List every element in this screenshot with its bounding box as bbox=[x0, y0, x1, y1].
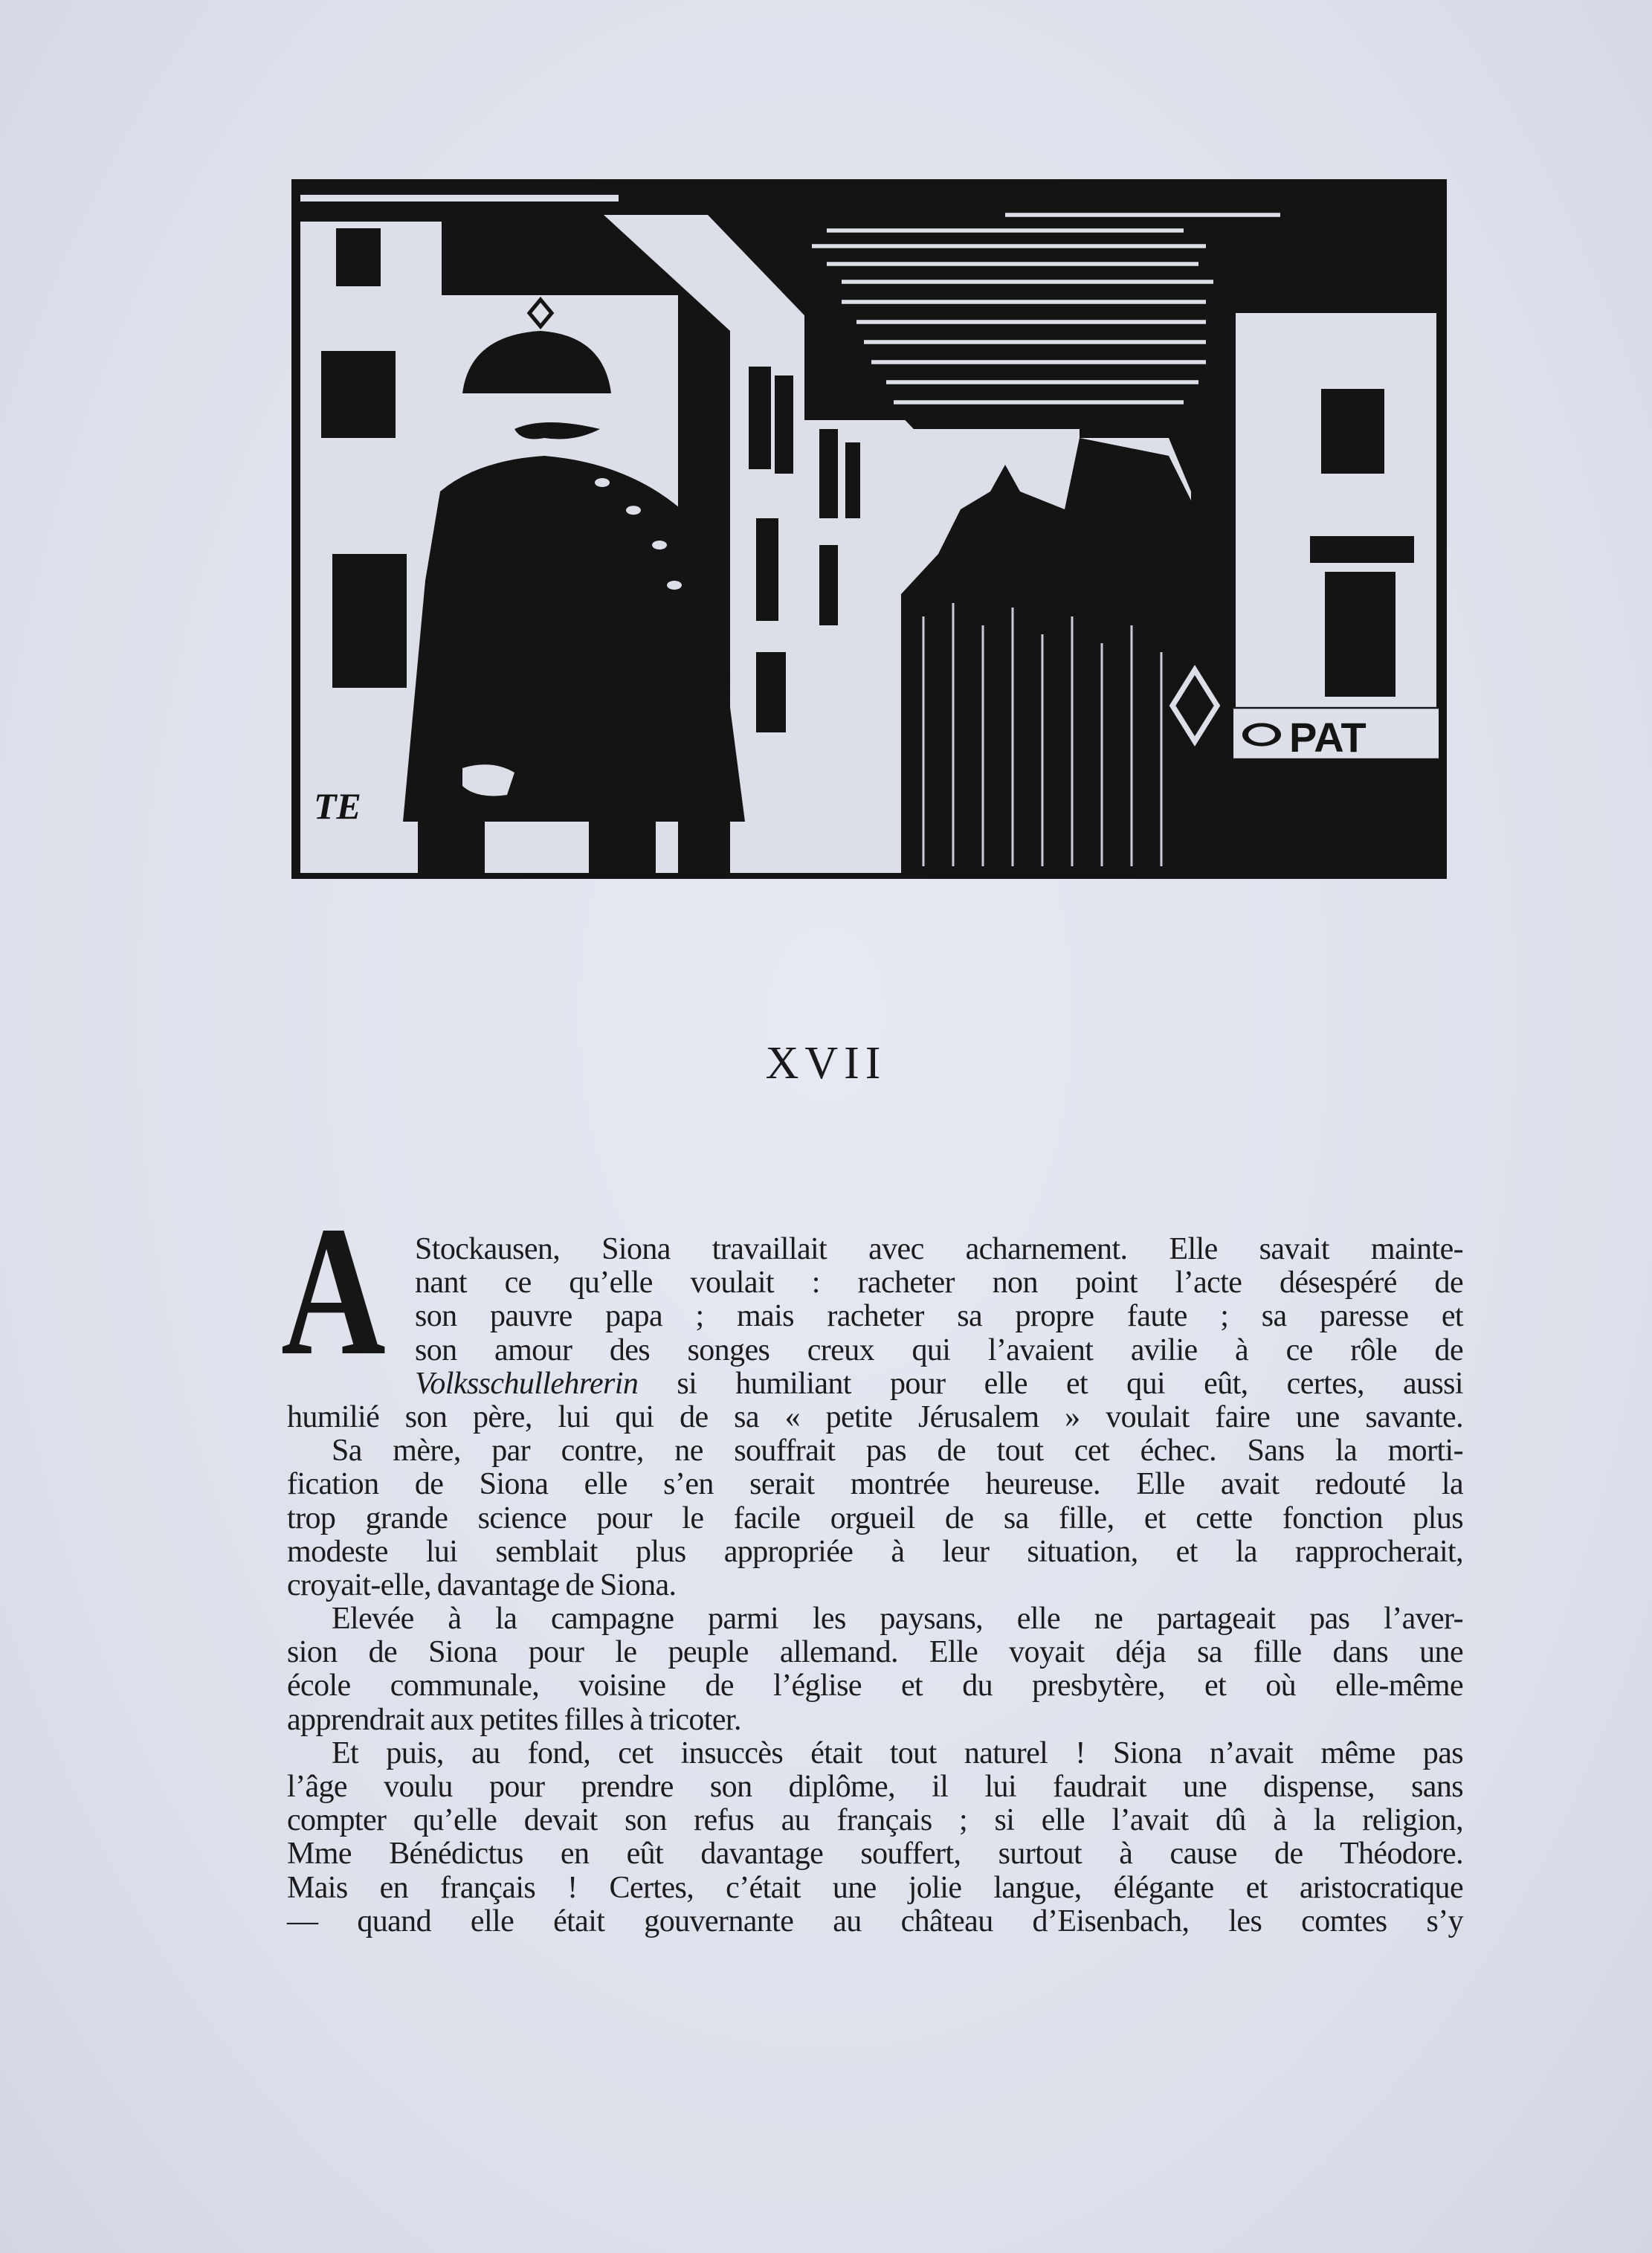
text-line: Mme Bénédictus en eût davantage souffert, surtout à cause de Théodore. bbox=[287, 1837, 1463, 1872]
text-line: fication de Siona elle s’en serait montrée heureuse. Elle avait redouté la bbox=[287, 1467, 1463, 1502]
drop-cap: A bbox=[281, 1188, 386, 1394]
text-line: compter qu’elle devait son refus au français ; si elle l’avait dû à la religion, bbox=[287, 1803, 1463, 1838]
text-line: école communale, voisine de l’église et du presbytère, et où elle-même bbox=[287, 1669, 1463, 1704]
text-line: son amour des songes creux qui l’avaient avilie à ce rôle de bbox=[415, 1332, 1463, 1367]
text-line: trop grande science pour le facile orgueil de sa fille, et cette fonction plus bbox=[287, 1501, 1463, 1535]
text-line-rest: si humiliant pour elle et qui eût, certes, aussi bbox=[638, 1366, 1463, 1401]
text-line: son pauvre papa ; mais racheter sa propre faute ; sa paresse et bbox=[415, 1299, 1463, 1334]
text-line: apprendrait aux petites filles à tricoter. bbox=[287, 1702, 741, 1737]
chapter-number: XVII bbox=[765, 1038, 887, 1089]
text-line: nant ce qu’elle voulait : racheter non point l’acte désespéré de bbox=[415, 1266, 1463, 1300]
text-line: Mais en français ! Certes, c’était une jolie langue, élégante et aristocratique bbox=[287, 1870, 1463, 1905]
text-line: Elevée à la campagne parmi les paysans, elle ne partageait pas l’aver- bbox=[332, 1602, 1463, 1637]
text-line bbox=[415, 1367, 1463, 1401]
text-line: Stockausen, Siona travaillait avec acharnement. Elle savait mainte- bbox=[415, 1232, 1463, 1266]
text-line: — quand elle était gouvernante au château d’Eisenbach, les comtes s’y bbox=[287, 1904, 1463, 1938]
text-line: Et puis, au fond, cet insuccès était tout naturel ! Siona n’avait même pas bbox=[332, 1735, 1463, 1770]
text-line: croyait-elle, davantage de Siona. bbox=[287, 1567, 677, 1602]
text-line: humilié son père, lui qui de sa « petite Jérusalem » voulait faire une savante. bbox=[287, 1399, 1463, 1434]
text-line: Sa mère, par contre, ne souffrait pas de tout cet échec. Sans la morti- bbox=[332, 1434, 1463, 1469]
woodcut-illustration bbox=[291, 179, 1447, 879]
text-line: sion de Siona pour le peuple allemand. Elle voyait déja sa fille dans une bbox=[287, 1635, 1463, 1670]
shop-sign-text: PAT bbox=[1289, 714, 1367, 761]
italic-term: Volksschullehrerin bbox=[415, 1366, 639, 1401]
text-line: l’âge voulu pour prendre son diplôme, il lui faudrait une dispense, sans bbox=[287, 1770, 1463, 1804]
body-text bbox=[287, 1233, 1463, 1938]
text-line: modeste lui semblait plus appropriée à leur situation, et la rapprocherait, bbox=[287, 1534, 1463, 1569]
artist-monogram: TE bbox=[314, 785, 361, 827]
